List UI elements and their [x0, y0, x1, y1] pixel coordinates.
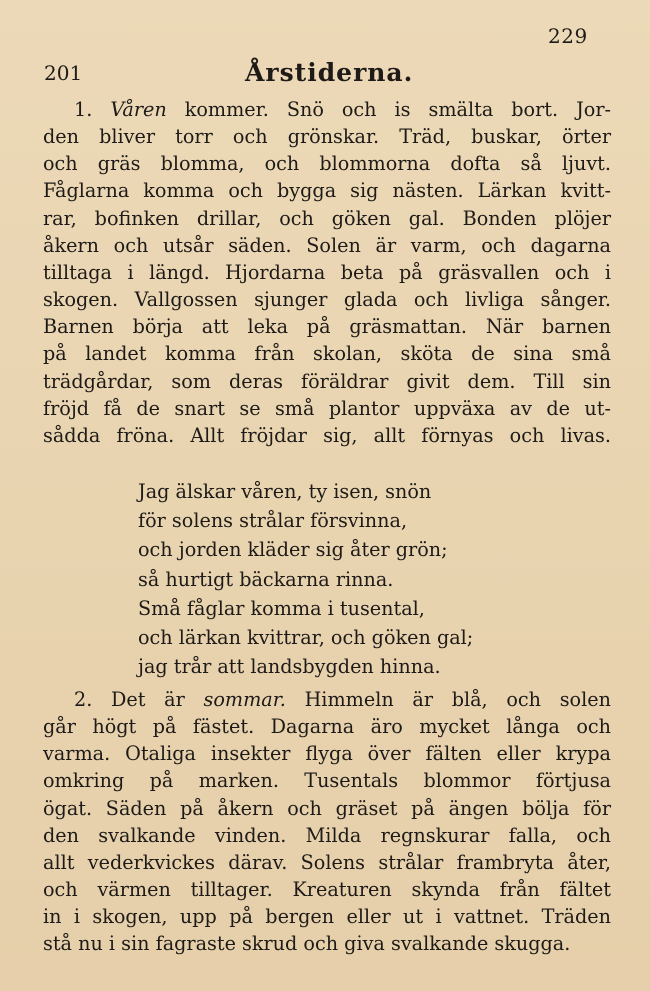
poem-line: och jorden kläder sig åter grön;: [138, 538, 448, 562]
poem-line: Jag älskar våren, ty isen, snön: [138, 480, 432, 503]
page-title: Årstiderna.: [245, 58, 414, 87]
emphasis-text: sommar.: [203, 688, 286, 711]
paragraph-summer: [43, 686, 611, 958]
paragraph-first-line: [43, 686, 611, 713]
text-line: på landet komma från skolan, sköta de sina små: [43, 342, 611, 366]
text-line: trädgårdar, som deras föräldrar givit dem. Till sin: [43, 369, 611, 393]
text-line: åkern och utsår säden. Solen är varm, och dagarna: [43, 233, 611, 257]
text-line: omkring på marken. Tusentals blommor förtjusa: [43, 769, 611, 793]
poem-line: Små fåglar komma i tusental,: [138, 596, 425, 620]
text-line: stå nu i sin fagraste skrud och giva svalkande skugga.: [43, 932, 571, 956]
text-line: den bliver torr och grönskar. Träd, buskar, örter: [43, 125, 611, 149]
text-line: och värmen tilltager. Kreaturen skynda från fältet: [43, 878, 611, 902]
paragraph-spring: [43, 96, 611, 449]
paragraph-number: 1.: [74, 98, 93, 121]
poem: [138, 477, 473, 681]
text-line: ögat. Säden på åkern och gräset på ängen bölja för: [43, 796, 611, 820]
poem-line: jag trår att landsbygden hinna.: [138, 655, 441, 679]
poem-line: så hurtigt bäckarna rinna.: [138, 567, 394, 591]
text-line: skogen. Vallgossen sjunger glada och livliga sånger.: [43, 288, 611, 312]
poem-line: och lärkan kvittrar, och göken gal;: [138, 626, 474, 650]
paragraph-first-line: [43, 96, 611, 123]
text-line: rar, bofinken drillar, och göken gal. Bonden plöjer: [43, 206, 611, 230]
text-line: går högt på fästet. Dagarna äro mycket långa och: [43, 715, 611, 739]
text-line: den svalkande vinden. Milda regnskurar falla, och: [43, 823, 611, 847]
text-span: kommer. Snö och is smälta bort. Jor-: [184, 98, 611, 121]
paragraph-number: 2.: [74, 688, 93, 711]
text-line: sådda fröna. Allt fröjdar sig, allt förnyas och livas.: [43, 423, 611, 447]
poem-line: för solens strålar försvinna,: [138, 509, 408, 533]
text-line: tilltaga i längd. Hjordarna beta på gräsvallen och i: [43, 260, 611, 284]
page-number: 229: [548, 24, 588, 48]
emphasis-text: Våren: [110, 98, 167, 121]
text-line: varma. Otaliga insekter flyga över fälten eller krypa: [43, 742, 611, 766]
text-line: och gräs blomma, och blommorna dofta så ljuvt.: [43, 152, 611, 176]
text-span: Himmeln är blå, och solen: [304, 688, 611, 711]
text-line: Fåglarna komma och bygga sig nästen. Lärkan kvitt-: [43, 179, 611, 203]
text-span: Det är: [111, 688, 185, 711]
text-line: in i skogen, upp på bergen eller ut i vattnet. Träden: [43, 905, 611, 929]
section-number: 201: [44, 61, 83, 85]
text-line: Barnen börja att leka på gräsmattan. När barnen: [43, 315, 611, 339]
text-line: fröjd få de snart se små plantor uppväxa av de ut-: [43, 396, 611, 420]
text-line: allt vederkvickes därav. Solens strålar frambryta åter,: [43, 850, 611, 874]
